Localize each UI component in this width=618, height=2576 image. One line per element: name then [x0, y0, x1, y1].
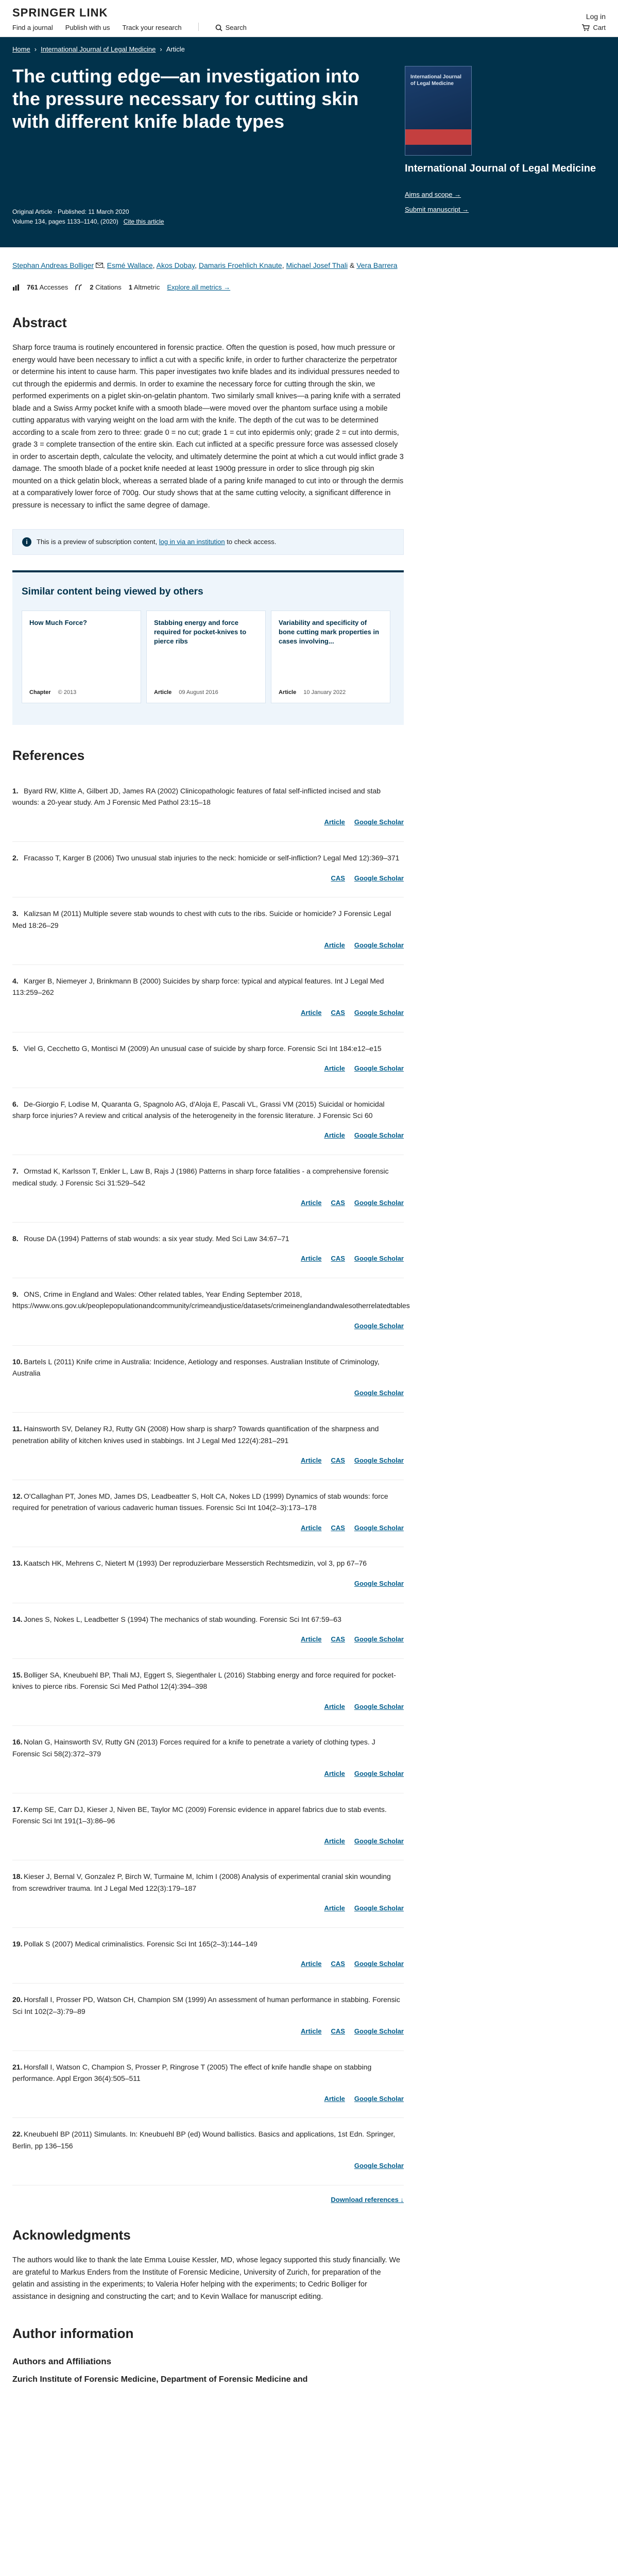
affiliations-subheading: Authors and Affiliations	[12, 2357, 112, 2367]
similar-card-type: Article	[279, 689, 297, 696]
reference-text: Viel G, Cecchetto G, Montisci M (2009) An unusual case of suicide by sharp force. Forensic Sci Int 184:e12–e15	[24, 1044, 382, 1053]
reference-cas-link[interactable]: CAS	[331, 1008, 345, 1016]
reference-body	[12, 1557, 404, 1569]
reference-item	[12, 1547, 404, 1603]
reference-text: Fracasso T, Karger B (2006) Two unusual stab injuries to the neck: homicide or self-infliction? Legal Med 12):369–371	[24, 854, 400, 862]
accesses-icon	[12, 284, 20, 291]
email-icon[interactable]	[96, 263, 103, 268]
site-header	[0, 0, 618, 37]
reference-item	[12, 965, 404, 1032]
reference-article-link[interactable]: Article	[301, 1523, 322, 1532]
reference-body	[12, 1669, 404, 1692]
abstract-text: Sharp force trauma is routinely encountered in forensic practice. Often the question is posed, how much pressure or energy would have been necessary to inflict a cut with a specific knife, in order to further characterize the perpetrator or determine his intent to cause harm. This paper investigates two knife blades and its individual pressures needed to cut through the epidermis and dermis. In order to examine the necessary force for cutting through the skin, we performed experiments on a piglet skin-on-gelatin phantom. Two similarly small knives—a paring knife with a serrated blade and a Swiss Army pocket knife with a smooth blade—were moved over the phantom surface using a mobile cutting apparatus with varying weight on the load arm with the knife. The depth of the cut was to be determined according to a scale from zero to three: grade 0 = no cut; grade 1 = cut into epidermis only; grade 2 = cut into dermis, grade 3 = complete transection of the entire skin. Each cut inflicted at a specific pressure force was assessed closely in order to ascertain depth, calculate the velocity, and ultimately determine the point at which a cut would inflict grade 3 damage. The smooth blade of a pocket knife needed at least 1900g pressure in order to slice through pig skin mounted on a thick gelatin block, whereas a serrated blade of a paring knife managed to cut into or through the dermis at a comparatively lower force of 700g. Our study shows that at the same cutting velocity, a significant difference in pressure is necessary to inflict the same degree of damage.	[12, 344, 404, 510]
article-volume: Volume 134, pages 1133–1140, (2020)	[12, 218, 118, 226]
similar-card-meta	[154, 688, 258, 697]
reference-google-scholar-link[interactable]: Google Scholar	[354, 2094, 404, 2103]
reference-item	[12, 1659, 404, 1726]
reference-links	[12, 1523, 404, 1534]
reference-number: 2.	[12, 854, 19, 862]
reference-text: Horsfall I, Watson C, Champion S, Prosser P, Ringrose T (2005) The effect of knife handle shape on stabbing performance. Appl Ergon 36(4):505–511	[12, 2062, 372, 2083]
track-research-link[interactable]: Track your research	[122, 24, 182, 31]
reference-text: Kneubuehl BP (2011) Simulants. In: Kneubuehl BP (ed) Wound ballistics. Basics and applications, 1st Edn. Springer, Berlin, pp 136–156	[12, 2130, 396, 2150]
reference-article-link[interactable]: Article	[324, 1904, 345, 1912]
reference-item	[12, 1278, 410, 1346]
reference-google-scholar-link[interactable]: Google Scholar	[354, 1008, 404, 1016]
reference-list	[12, 775, 410, 2185]
reference-text: Kieser J, Bernal V, Gonzalez P, Birch W, Turmaine M, Ichim I (2008) Analysis of experimental cranial skin wounding from screwdriver trauma. Int J Legal Med 122(3):179–187	[12, 1872, 391, 1892]
download-references-link[interactable]: Download references ↓	[331, 2195, 404, 2204]
reference-body	[12, 1098, 404, 1122]
reference-google-scholar-link[interactable]: Google Scholar	[354, 1837, 404, 1845]
reference-google-scholar-link[interactable]: Google Scholar	[354, 1064, 404, 1072]
article-type-date: Original Article · Published: 11 March 2020	[12, 208, 129, 215]
info-icon: i	[22, 537, 31, 547]
cover-stripe	[405, 129, 471, 145]
reference-item	[12, 1984, 404, 2051]
reference-article-link[interactable]: Article	[324, 2094, 345, 2103]
accesses-count: 761	[27, 283, 38, 291]
login-link[interactable]: Log in	[586, 12, 606, 21]
reference-links	[12, 1579, 404, 1589]
reference-links	[12, 1008, 404, 1019]
reference-google-scholar-link[interactable]: Google Scholar	[354, 1960, 404, 1968]
reference-item	[12, 1726, 404, 1793]
search-button[interactable]	[215, 23, 247, 33]
reference-item	[12, 1480, 404, 1548]
reference-body	[12, 1165, 404, 1189]
reference-article-link[interactable]: Article	[324, 818, 345, 826]
altmetric-label: Altmetric	[133, 283, 160, 291]
breadcrumb-journal[interactable]: International Journal of Legal Medicine	[41, 45, 156, 53]
reference-google-scholar-link[interactable]: Google Scholar	[354, 2162, 404, 2170]
reference-item	[12, 897, 404, 965]
breadcrumb-home[interactable]: Home	[12, 45, 30, 53]
reference-google-scholar-link[interactable]: Google Scholar	[354, 2027, 404, 2035]
article-meta	[12, 207, 164, 227]
reference-number: 15.	[12, 1670, 23, 1679]
reference-body	[12, 785, 404, 808]
reference-google-scholar-link[interactable]: Google Scholar	[354, 1635, 404, 1643]
similar-card[interactable]	[271, 611, 390, 703]
author-link[interactable]: Damaris Froehlich Knaute	[198, 261, 282, 269]
similar-cards	[22, 611, 394, 703]
reference-links	[12, 2026, 404, 2037]
nav-divider	[198, 23, 199, 31]
reference-cas-link[interactable]: CAS	[331, 1255, 345, 1263]
cover-title: International Journal of Legal Medicine	[410, 74, 461, 87]
affiliation-name: Zurich Institute of Forensic Medicine, Department of Forensic Medicine and	[12, 2375, 308, 2384]
reference-text: Rouse DA (1994) Patterns of stab wounds: a six year study. Med Sci Law 34:67–71	[24, 1234, 289, 1243]
find-journal-link[interactable]: Find a journal	[12, 24, 53, 31]
reference-google-scholar-link[interactable]: Google Scholar	[354, 1456, 404, 1464]
citations-label: Citations	[95, 283, 122, 291]
references-heading: References	[12, 747, 85, 763]
similar-card-type: Article	[154, 689, 172, 696]
reference-item	[12, 2051, 404, 2119]
reference-links	[12, 1198, 404, 1209]
reference-text: Bolliger SA, Kneubuehl BP, Thali MJ, Eggert S, Siegenthaler L (2016) Stabbing energy and force required for pocket-knives to pierce ribs. Forensic Sci Med Pathol 12(4):394–398	[12, 1670, 396, 1691]
reference-body	[12, 1233, 404, 1244]
reference-body	[12, 1043, 404, 1054]
similar-card-date: © 2013	[58, 689, 77, 696]
reference-text: ONS, Crime in England and Wales: Other related tables, Year Ending September 2018, https://www.ons.gov.uk/peoplepopulationandcommunity/crimeandjustice/datasets/crimeinenglandandwalesotherrelatedtables	[12, 1290, 410, 1310]
reference-text: Kalizsan M (2011) Multiple severe stab wounds to chest with cuts to the ribs. Suicide or homicide? J Forensic Legal Med 18:26–29	[12, 909, 391, 929]
reference-number: 10.	[12, 1357, 23, 1366]
reference-links	[12, 1063, 404, 1074]
reference-article-link[interactable]: Article	[301, 1199, 322, 1207]
reference-links	[12, 873, 404, 884]
reference-item	[12, 1603, 404, 1659]
author-info-heading: Author information	[12, 2326, 134, 2342]
reference-number: 19.	[12, 1940, 23, 1948]
similar-content-panel	[12, 570, 404, 725]
reference-article-link[interactable]: Article	[324, 1702, 345, 1710]
preview-text-after: to check access.	[225, 538, 277, 546]
search-label: Search	[225, 24, 247, 31]
abstract-heading: Abstract	[12, 315, 67, 331]
reference-text: Byard RW, Klitte A, Gilbert JD, James RA (2002) Clinicopathologic features of fatal self-inflicted incised and stab wounds: a 20-year study. Am J Forensic Med Pathol 23:15–18	[12, 786, 381, 806]
reference-article-link[interactable]: Article	[301, 1008, 322, 1016]
reference-number: 5.	[12, 1044, 19, 1053]
cart-label: Cart	[593, 24, 606, 31]
reference-body	[12, 1736, 404, 1759]
breadcrumb-separator: ›	[160, 45, 162, 53]
subscription-text	[37, 537, 276, 547]
reference-text: Horsfall I, Prosser PD, Watson CH, Champion SM (1999) An assessment of human performance in stabbing. Forensic Sci Int 102(2–3):79–89	[12, 1995, 400, 2015]
reference-links	[12, 1388, 404, 1399]
reference-body	[12, 975, 404, 998]
similar-heading: Similar content being viewed by others	[22, 586, 203, 597]
reference-article-link[interactable]: Article	[324, 941, 345, 950]
reference-text: Pollak S (2007) Medical criminalistics. Forensic Sci Int 165(2–3):144–149	[24, 1940, 258, 1948]
preview-text-before: This is a preview of subscription content,	[37, 538, 159, 546]
reference-body	[12, 1289, 410, 1312]
reference-body	[12, 908, 404, 931]
reference-item	[12, 1413, 404, 1480]
citations-icon	[75, 284, 82, 291]
reference-number: 3.	[12, 909, 19, 918]
reference-links	[12, 1321, 404, 1332]
reference-number: 8.	[12, 1234, 19, 1243]
reference-number: 13.	[12, 1559, 23, 1568]
reference-text: O'Callaghan PT, Jones MD, James DS, Leadbeatter S, Holt CA, Nokes LD (1999) Dynamics of stab wounds: force required for penetration of various cadaveric human tissues. Forensic Sci Int 104(2–3):173–178	[12, 1492, 388, 1512]
reference-text: Bartels L (2011) Knife crime in Australia: Incidence, Aetiology and responses. Australian Institute of Criminology, Australia	[12, 1357, 380, 1377]
breadcrumb-separator: ›	[34, 45, 37, 53]
search-icon	[215, 24, 222, 31]
reference-text: Kaatsch HK, Mehrens C, Nietert M (1993) Der reproduzierbare Messerstich Rechtsmedizin, vol 3, pp 67–76	[24, 1559, 367, 1568]
reference-body	[12, 1994, 404, 2017]
reference-body	[12, 1490, 404, 1514]
reference-article-link[interactable]: Article	[324, 1131, 345, 1140]
reference-number: 14.	[12, 1615, 23, 1623]
author-link[interactable]: Esmé Wallace	[107, 261, 153, 269]
cart-button[interactable]	[581, 23, 606, 33]
breadcrumb	[12, 44, 185, 55]
reference-number: 21.	[12, 2062, 23, 2071]
reference-body	[12, 852, 404, 863]
similar-card[interactable]	[146, 611, 266, 703]
reference-google-scholar-link[interactable]: Google Scholar	[354, 1131, 404, 1140]
reference-body	[12, 1614, 404, 1625]
reference-item	[12, 1032, 404, 1088]
reference-text: De-Giorgio F, Lodise M, Quaranta G, Spagnolo AG, d'Aloja E, Pascali VL, Grassi VM (2015) Suicidal or homicidal sharp force injuries? A review and critical analysis of the heterogeneity in the forensic literature. J Forensic Sci 60	[12, 1099, 385, 1120]
reference-google-scholar-link[interactable]: Google Scholar	[354, 1389, 404, 1397]
reference-text: Nolan G, Hainsworth SV, Rutty GN (2013) Forces required for a knife to penetrate a variety of clothing types. J Forensic Sci 58(2):372–379	[12, 1738, 375, 1758]
reference-google-scholar-link[interactable]: Google Scholar	[354, 1579, 404, 1587]
reference-number: 7.	[12, 1167, 19, 1176]
reference-item	[12, 1088, 404, 1156]
reference-body	[12, 1356, 404, 1379]
reference-item	[12, 1860, 404, 1928]
similar-card-date: 10 January 2022	[303, 689, 346, 696]
article-volume-line	[12, 217, 164, 227]
accesses-label: Accesses	[39, 283, 68, 291]
reference-cas-link[interactable]: CAS	[331, 1960, 345, 1968]
reference-number: 6.	[12, 1099, 19, 1108]
article-hero	[0, 37, 618, 247]
reference-links	[12, 1455, 404, 1466]
reference-google-scholar-link[interactable]: Google Scholar	[354, 1255, 404, 1263]
reference-text: Jones S, Nokes L, Leadbetter S (1994) The mechanics of stab wounding. Forensic Sci Int 67:59–63	[24, 1615, 341, 1623]
reference-body	[12, 1938, 404, 1950]
reference-article-link[interactable]: Article	[301, 2027, 322, 2035]
reference-text: Karger B, Niemeyer J, Brinkmann B (2000) Suicides by sharp force: typical and atypical features. Int J Legal Med 113:259–262	[12, 976, 384, 997]
similar-card-meta	[279, 688, 383, 697]
similar-card-type: Chapter	[29, 689, 51, 696]
reference-number: 1.	[12, 786, 19, 795]
reference-number: 4.	[12, 976, 19, 985]
reference-article-link[interactable]: Article	[324, 1064, 345, 1072]
reference-links	[12, 2094, 404, 2105]
reference-article-link[interactable]: Article	[301, 1960, 322, 1968]
reference-number: 9.	[12, 1290, 19, 1299]
citations-count: 2	[90, 283, 94, 291]
reference-google-scholar-link[interactable]: Google Scholar	[354, 941, 404, 950]
publish-link[interactable]: Publish with us	[65, 24, 110, 31]
reference-number: 16.	[12, 1738, 23, 1747]
institution-login-link[interactable]: log in via an institution	[159, 538, 225, 546]
subscription-notice	[12, 529, 404, 555]
reference-number: 20.	[12, 1995, 23, 2004]
reference-cas-link[interactable]: CAS	[331, 874, 345, 882]
reference-item	[12, 1928, 404, 1984]
reference-google-scholar-link[interactable]: Google Scholar	[354, 1904, 404, 1912]
article-content	[12, 247, 410, 2386]
reference-article-link[interactable]: Article	[301, 1456, 322, 1464]
reference-links	[12, 1634, 404, 1645]
reference-number: 12.	[12, 1492, 23, 1500]
reference-article-link[interactable]: Article	[324, 1837, 345, 1845]
reference-item	[12, 842, 404, 897]
similar-card-title: How Much Force?	[29, 619, 87, 627]
journal-cover-image[interactable]	[405, 66, 472, 156]
journal-links	[405, 188, 469, 217]
download-references	[12, 2195, 404, 2205]
similar-card-title: Variability and specificity of bone cutting mark properties in cases involving...	[279, 619, 380, 646]
reference-links	[12, 940, 404, 951]
reference-cas-link[interactable]: CAS	[331, 1199, 345, 1207]
reference-number: 18.	[12, 1872, 23, 1881]
reference-links	[12, 817, 404, 828]
reference-google-scholar-link[interactable]: Google Scholar	[354, 874, 404, 882]
article-title: The cutting edge—an investigation into the pressure necessary for cutting skin with different knife blade types	[12, 65, 360, 132]
author-link[interactable]: Vera Barrera	[356, 261, 398, 269]
main-nav	[12, 23, 606, 33]
reference-text: Ormstad K, Karlsson T, Enkler L, Law B, Rajs J (1986) Patterns in sharp force fatalities - a comprehensive forensic medical study. J Forensic Sci 31:529–542	[12, 1167, 389, 1187]
brand-text: SPRINGER LINK	[12, 6, 108, 19]
cite-link[interactable]: Cite this article	[123, 218, 164, 226]
similar-card-meta	[29, 688, 133, 697]
reference-body	[12, 1871, 404, 1894]
springer-link-logo[interactable]	[12, 4, 108, 21]
reference-item	[12, 2118, 404, 2185]
author-list: Stephan Andreas Bolliger , Esmé Wallace, Akos Dobay, Damaris Froehlich Knaute, Michael Josef Thali & Vera Barrera	[12, 261, 398, 269]
reference-article-link[interactable]: Article	[301, 1255, 322, 1263]
author-link[interactable]: Akos Dobay	[156, 261, 195, 269]
aims-scope-link[interactable]: Aims and scope →	[405, 191, 461, 198]
cart-icon	[581, 24, 590, 31]
reference-number: 11.	[12, 1425, 22, 1433]
reference-google-scholar-link[interactable]: Google Scholar	[354, 1523, 404, 1532]
reference-google-scholar-link[interactable]: Google Scholar	[354, 1321, 404, 1330]
reference-body	[12, 2061, 404, 2084]
reference-links	[12, 1903, 404, 1914]
reference-cas-link[interactable]: CAS	[331, 1635, 345, 1643]
reference-text: Kemp SE, Carr DJ, Kieser J, Niven BE, Taylor MC (2009) Forensic evidence in apparel fabrics due to stab events. Forensic Sci Int 191(1–3):86–96	[12, 1805, 387, 1825]
reference-number: 22.	[12, 2130, 23, 2139]
reference-item	[12, 1155, 404, 1223]
journal-name[interactable]: International Journal of Legal Medicine	[405, 163, 596, 174]
journal-nav	[12, 23, 182, 33]
reference-cas-link[interactable]: CAS	[331, 1523, 345, 1532]
acknowledgments-heading: Acknowledgments	[12, 2227, 131, 2243]
submit-manuscript-link[interactable]: Submit manuscript →	[405, 205, 469, 213]
reference-links	[12, 1702, 404, 1713]
reference-body	[12, 2128, 404, 2151]
reference-links	[12, 1959, 404, 1970]
reference-article-link[interactable]: Article	[301, 1635, 322, 1643]
similar-card[interactable]	[22, 611, 141, 703]
reference-google-scholar-link[interactable]: Google Scholar	[354, 1199, 404, 1207]
reference-links	[12, 1130, 404, 1141]
altmetric-count: 1	[128, 283, 132, 291]
reference-number: 17.	[12, 1805, 23, 1814]
reference-item	[12, 1223, 404, 1278]
reference-body	[12, 1804, 404, 1827]
reference-links	[12, 1769, 404, 1780]
reference-google-scholar-link[interactable]: Google Scholar	[354, 1702, 404, 1710]
reference-cas-link[interactable]: CAS	[331, 1456, 345, 1464]
reference-links	[12, 1836, 404, 1847]
reference-item	[12, 775, 404, 842]
similar-card-title: Stabbing energy and force required for pocket-knives to pierce ribs	[154, 619, 247, 646]
reference-body	[12, 1423, 404, 1446]
author-link[interactable]: Michael Josef Thali	[286, 261, 348, 269]
reference-article-link[interactable]: Article	[324, 1770, 345, 1778]
reference-cas-link[interactable]: CAS	[331, 2027, 345, 2035]
reference-google-scholar-link[interactable]: Google Scholar	[354, 1770, 404, 1778]
article-metrics	[12, 282, 404, 293]
explore-metrics-link[interactable]: Explore all metrics →	[167, 283, 231, 291]
reference-google-scholar-link[interactable]: Google Scholar	[354, 818, 404, 826]
author-link[interactable]: Stephan Andreas Bolliger	[12, 261, 94, 269]
acknowledgments-text: The authors would like to thank the late Emma Louise Kessler, MD, whose legacy supported this study financially. We are grateful to Markus Enders from the Institute of Forensic Medicine, University of Zurich, for preparation of the gelatin and assisting in the experiments; to Valeria Hofer helping with the experiments; to Cedric Bolliger for assistance in designing and constructing the cart; and to Kevin Wallace for manuscript editing.	[12, 2256, 401, 2301]
reference-links	[12, 1253, 404, 1264]
reference-links	[12, 2161, 404, 2172]
reference-item	[12, 1346, 404, 1413]
similar-card-date: 09 August 2016	[179, 689, 218, 696]
reference-text: Hainsworth SV, Delaney RJ, Rutty GN (2008) How sharp is sharp? Towards quantification of the sharpness and penetration ability of kitchen knives used in stabbings. Int J Legal Med 122(4):281–291	[12, 1425, 379, 1445]
breadcrumb-current: Article	[166, 45, 185, 53]
reference-item	[12, 1793, 404, 1861]
